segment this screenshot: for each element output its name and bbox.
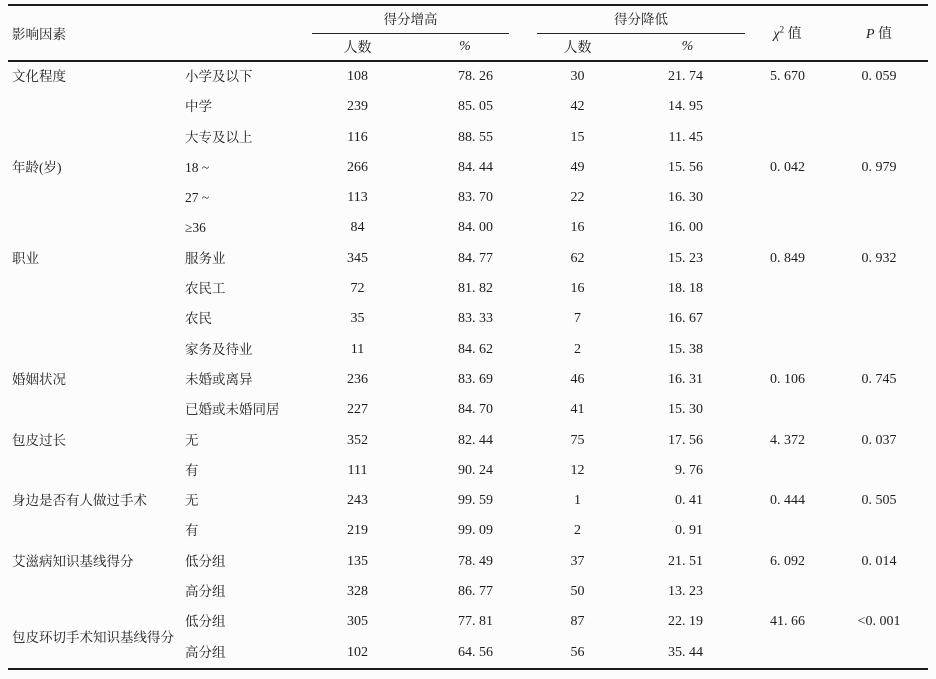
- p-value-cell: [830, 395, 928, 425]
- increase-percent-cell: 64. 56: [458, 644, 493, 660]
- decrease-count-cell: 12: [570, 462, 585, 478]
- decrease-percent-cell: 15. 23: [668, 250, 703, 266]
- decrease-count-cell: 50: [570, 584, 585, 600]
- chi-square-cell: [745, 213, 830, 243]
- decrease-percent-cell: 22. 19: [668, 614, 703, 630]
- subcategory-cell: 小学及以下: [185, 69, 253, 84]
- increase-percent-cell: 77. 81: [458, 614, 493, 630]
- increase-count-cell: 102: [347, 644, 368, 660]
- decrease-percent-cell: 17. 56: [668, 432, 703, 448]
- subcategory-cell: 低分组: [185, 553, 226, 569]
- increase-percent-cell: 84. 70: [458, 402, 493, 418]
- decrease-count-cell: 42: [570, 99, 585, 115]
- subcategory-cell: 农民: [185, 311, 212, 327]
- increase-count-cell: 305: [347, 614, 368, 630]
- decrease-count-cell: 87: [570, 614, 585, 630]
- decrease-count-cell: 15: [570, 129, 585, 145]
- p-value-cell: 0. 979: [861, 159, 897, 175]
- factor-cell: 包皮环切手术知识基线得分: [12, 629, 174, 645]
- p-value-cell: [830, 304, 928, 334]
- col-header-increase-percent: %: [459, 39, 471, 54]
- chi-square-cell: [745, 92, 830, 122]
- decrease-percent-cell: 21. 51: [668, 553, 703, 569]
- col-header-p-value: [830, 5, 928, 61]
- increase-count-cell: 111: [347, 462, 368, 478]
- subcategory-cell: 有: [185, 462, 199, 478]
- subcategory-cell: 大专及以上: [185, 129, 253, 145]
- subcategory-cell: 低分组: [185, 614, 226, 630]
- subcategory-cell: 家务及待业: [185, 341, 253, 357]
- table-row: [8, 426, 928, 456]
- p-value-cell: <0. 001: [857, 614, 901, 630]
- factor-cell: 职业: [12, 250, 39, 266]
- p-value-cell: 0. 505: [861, 493, 897, 509]
- increase-percent-cell: 82. 44: [458, 432, 493, 448]
- decrease-percent-cell: 16. 31: [668, 371, 703, 387]
- chi-square-cell: 0. 106: [770, 371, 805, 387]
- increase-count-cell: 243: [347, 493, 368, 509]
- decrease-count-cell: 2: [574, 523, 581, 539]
- increase-count-cell: 135: [347, 553, 368, 569]
- p-value-cell: [830, 183, 928, 213]
- chi-square-cell: 41. 66: [770, 614, 805, 630]
- col-header-factor: 影响因素: [12, 27, 66, 42]
- table-row: [8, 153, 928, 183]
- decrease-count-cell: 62: [570, 250, 585, 266]
- chi-square-cell: [745, 516, 830, 546]
- p-value-cell: [830, 456, 928, 486]
- chi-square-cell: [745, 638, 830, 669]
- increase-count-cell: 266: [347, 159, 368, 175]
- chi-square-cell: 6. 092: [770, 553, 805, 569]
- chi-square-cell: [745, 456, 830, 486]
- chi-square-cell: 5. 670: [770, 69, 805, 84]
- table-row: [8, 486, 928, 516]
- p-value-cell: [830, 274, 928, 304]
- increase-count-cell: 345: [347, 250, 368, 266]
- decrease-count-cell: 7: [574, 311, 581, 327]
- p-value-cell: 0. 932: [861, 250, 897, 266]
- table-row: [8, 365, 928, 395]
- chi-square-cell: 0. 042: [770, 159, 805, 175]
- p-value-cell: [830, 335, 928, 365]
- col-header-increase-count: 人数: [343, 41, 372, 56]
- increase-percent-cell: 90. 24: [458, 462, 493, 478]
- p-value-cell: 0. 014: [861, 553, 897, 569]
- increase-percent-cell: 86. 77: [458, 584, 493, 600]
- increase-count-cell: 11: [350, 341, 365, 357]
- decrease-count-cell: 1: [574, 493, 581, 509]
- subcategory-cell: 农民工: [185, 281, 226, 297]
- decrease-percent-cell: 9. 76: [675, 462, 703, 478]
- table-row: [8, 61, 928, 92]
- increase-percent-cell: 81. 82: [458, 281, 493, 297]
- increase-count-cell: 35: [350, 311, 365, 327]
- table-row: [8, 607, 928, 637]
- increase-count-cell: 84: [350, 220, 365, 236]
- subcategory-cell: 已婚或未婚同居: [185, 402, 280, 418]
- increase-count-cell: 219: [347, 523, 368, 539]
- decrease-count-cell: 16: [570, 220, 585, 236]
- subcategory-cell: 18 ~: [185, 159, 210, 175]
- decrease-count-cell: 75: [570, 432, 585, 448]
- col-header-decrease-percent: %: [681, 39, 694, 54]
- p-value-cell: [830, 123, 928, 153]
- chi-square-cell: [745, 123, 830, 153]
- increase-count-cell: 239: [347, 99, 368, 115]
- p-value-cell: 0. 745: [861, 371, 897, 387]
- p-letter: P: [865, 27, 875, 42]
- chi-word: 值: [784, 27, 802, 42]
- p-value-cell: [830, 213, 928, 243]
- subcategory-cell: 高分组: [185, 644, 226, 660]
- col-group-score-decrease: [525, 5, 745, 34]
- decrease-percent-cell: 35. 44: [668, 644, 703, 660]
- increase-percent-cell: 84. 62: [458, 341, 493, 357]
- decrease-percent-cell: 15. 30: [668, 402, 703, 418]
- decrease-percent-cell: 11. 45: [668, 129, 703, 145]
- table-header: [8, 5, 928, 61]
- increase-percent-cell: 78. 26: [458, 69, 493, 84]
- subcategory-cell: ≥36: [185, 220, 206, 236]
- chi-square-cell: 0. 444: [770, 493, 805, 509]
- col-header-decrease-count: 人数: [563, 41, 592, 56]
- score-decrease-label: 得分降低: [537, 6, 745, 34]
- increase-count-cell: 116: [347, 129, 368, 145]
- decrease-percent-cell: 0. 41: [675, 493, 703, 509]
- chi-square-cell: [745, 395, 830, 425]
- increase-percent-cell: 84. 00: [458, 220, 493, 236]
- decrease-count-cell: 22: [570, 190, 585, 206]
- increase-count-cell: 227: [347, 402, 368, 418]
- col-header-chi-square: [745, 5, 830, 61]
- chi-square-cell: 0. 849: [770, 250, 805, 266]
- subcategory-cell: 高分组: [185, 584, 226, 600]
- table-row: [8, 547, 928, 577]
- subcategory-cell: 未婚或离异: [185, 371, 253, 387]
- p-value-cell: [830, 516, 928, 546]
- chi-square-cell: [745, 183, 830, 213]
- subcategory-cell: 无: [185, 493, 199, 509]
- factor-cell: 文化程度: [12, 69, 66, 84]
- subcategory-cell: 无: [185, 432, 199, 448]
- subcategory-cell: 中学: [185, 99, 212, 115]
- chi-superscript: 2: [779, 24, 785, 35]
- p-value-cell: [830, 92, 928, 122]
- increase-count-cell: 108: [347, 69, 368, 84]
- table-row: [8, 244, 928, 274]
- decrease-percent-cell: 21. 74: [668, 69, 703, 84]
- increase-count-cell: 236: [347, 371, 368, 387]
- decrease-percent-cell: 13. 23: [668, 584, 703, 600]
- factor-cell: 身边是否有人做过手术: [12, 493, 147, 509]
- increase-percent-cell: 78. 49: [458, 553, 493, 569]
- table-body: [8, 61, 928, 669]
- col-group-score-increase: [310, 5, 525, 34]
- decrease-count-cell: 16: [570, 281, 585, 297]
- p-value-cell: [830, 577, 928, 607]
- p-value-cell: [830, 638, 928, 669]
- subcategory-cell: 有: [185, 523, 199, 539]
- factor-cell: 艾滋病知识基线得分: [12, 553, 134, 569]
- increase-percent-cell: 99. 09: [458, 523, 493, 539]
- score-increase-label: 得分增高: [312, 6, 509, 34]
- increase-percent-cell: 83. 33: [458, 311, 493, 327]
- increase-percent-cell: 84. 44: [458, 159, 493, 175]
- decrease-percent-cell: 15. 56: [668, 159, 703, 175]
- increase-count-cell: 72: [350, 281, 365, 297]
- chi-square-cell: [745, 577, 830, 607]
- increase-percent-cell: 84. 77: [458, 250, 493, 266]
- chi-square-cell: [745, 335, 830, 365]
- increase-percent-cell: 99. 59: [458, 493, 493, 509]
- chi-square-cell: [745, 304, 830, 334]
- factor-cell: 包皮过长: [12, 432, 66, 448]
- decrease-percent-cell: 16. 30: [668, 190, 703, 206]
- chi-letter: χ: [773, 27, 780, 42]
- factor-cell: 年龄(岁): [12, 159, 62, 175]
- increase-percent-cell: 83. 70: [458, 190, 493, 206]
- increase-percent-cell: 88. 55: [458, 129, 493, 145]
- decrease-count-cell: 41: [570, 402, 585, 418]
- p-value-cell: 0. 059: [861, 69, 897, 84]
- factors-table: [8, 4, 928, 670]
- increase-count-cell: 113: [347, 190, 368, 206]
- p-word: 值: [874, 27, 893, 42]
- factor-cell: 婚姻状况: [12, 371, 66, 387]
- increase-count-cell: 328: [347, 584, 368, 600]
- chi-square-cell: [745, 274, 830, 304]
- decrease-percent-cell: 0. 91: [675, 523, 703, 539]
- decrease-count-cell: 37: [570, 553, 585, 569]
- decrease-percent-cell: 18. 18: [668, 281, 703, 297]
- decrease-percent-cell: 15. 38: [668, 341, 703, 357]
- subcategory-cell: 服务业: [185, 250, 226, 266]
- decrease-percent-cell: 16. 00: [668, 220, 703, 236]
- decrease-count-cell: 49: [570, 159, 585, 175]
- increase-percent-cell: 83. 69: [458, 371, 493, 387]
- decrease-count-cell: 2: [574, 341, 581, 357]
- decrease-count-cell: 46: [570, 371, 585, 387]
- increase-percent-cell: 85. 05: [458, 99, 493, 115]
- decrease-count-cell: 56: [570, 644, 585, 660]
- decrease-count-cell: 30: [570, 69, 585, 84]
- decrease-percent-cell: 16. 67: [668, 311, 703, 327]
- increase-count-cell: 352: [347, 432, 368, 448]
- p-value-cell: 0. 037: [861, 432, 897, 448]
- subcategory-cell: 27 ~: [185, 190, 210, 206]
- chi-square-cell: 4. 372: [770, 432, 805, 448]
- decrease-percent-cell: 14. 95: [668, 99, 703, 115]
